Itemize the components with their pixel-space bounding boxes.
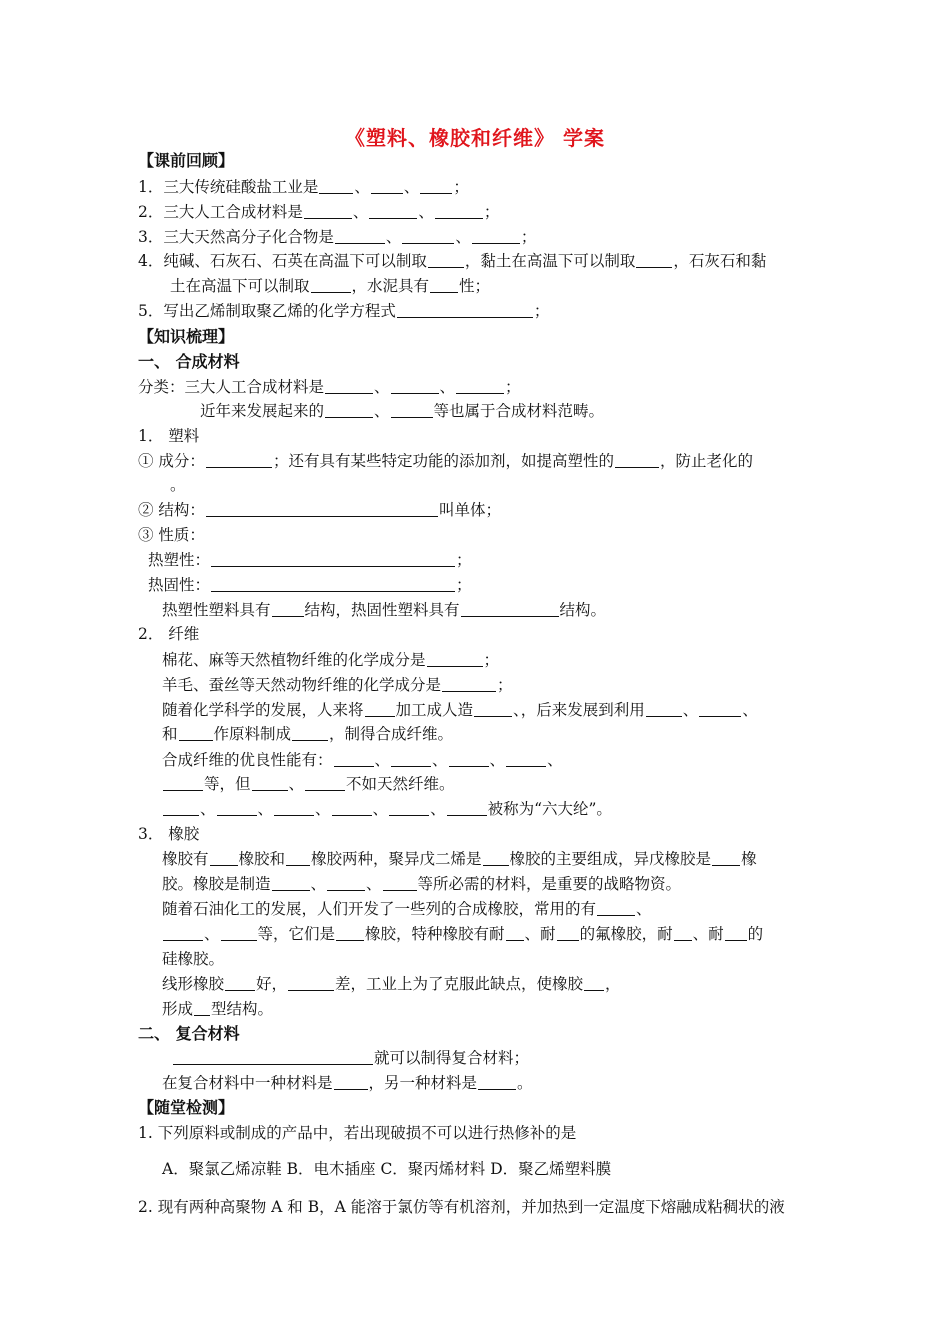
heading-fiber: 2． 纤维: [138, 625, 200, 643]
blank: [646, 701, 682, 717]
punct: 、: [257, 800, 274, 818]
fiber-f1-text: 等，但: [204, 775, 251, 793]
punct: 、: [200, 800, 216, 818]
fiber-a-text: 棉花、麻等天然植物纤维的化学成分是: [162, 651, 426, 669]
blank: [391, 378, 439, 394]
rubber-uses: [162, 874, 681, 894]
review-q4-text-d: 土在高温下可以制取: [170, 277, 310, 295]
punct: ；: [520, 228, 537, 246]
blank: [472, 228, 520, 244]
plastic-composition: [138, 451, 753, 471]
review-q3: [138, 227, 536, 247]
rubber-special: [162, 924, 763, 944]
blank: [272, 601, 304, 617]
fiber-c3-text: 、，后来发展到利用: [513, 701, 645, 719]
comp-text-c: ，防止老化的: [659, 452, 753, 470]
blank: [336, 925, 364, 941]
punct: ；: [483, 203, 500, 221]
fiber-six-lun: [162, 799, 612, 819]
composite-b1-text: 在复合材料中一种材料是: [162, 1074, 333, 1092]
rubber-types: [162, 849, 757, 869]
punct: 、: [489, 751, 506, 769]
blank: [365, 701, 395, 717]
blank: [288, 975, 334, 991]
rubber-linear: [162, 974, 621, 994]
punct: 、: [547, 751, 563, 769]
plastic-property: ③ 性质：: [138, 526, 205, 544]
rubber-synthetic: [162, 899, 652, 919]
blank: [389, 800, 429, 816]
comp-text-a: ① 成分：: [138, 452, 205, 470]
rub-g2-text: 型结构。: [211, 1000, 274, 1018]
fiber-development: [162, 700, 758, 720]
blank: [221, 925, 257, 941]
blank: [304, 203, 352, 219]
blank: [597, 900, 635, 916]
blank: [506, 925, 524, 941]
blank: [225, 975, 255, 991]
blank: [456, 378, 504, 394]
blank: [206, 501, 438, 517]
rub-b2-text: 等所必需的材料，是重要的战略物资。: [417, 875, 682, 893]
plastic-structure-compare: [162, 600, 606, 620]
blank: [478, 1074, 516, 1090]
blank: [332, 800, 372, 816]
section-check: 【随堂检测】: [138, 1098, 235, 1117]
rub-d6-text: 的: [747, 925, 764, 943]
blank: [325, 402, 373, 418]
punct: 、: [315, 800, 331, 818]
blank: [725, 925, 747, 941]
blank: [391, 751, 431, 767]
punct: ；: [533, 302, 550, 320]
blank: [435, 203, 483, 219]
rub-f2-text: 好，: [256, 975, 288, 993]
thermoset-label: 热固性：: [148, 576, 211, 594]
fiber-d3-text: ，制得合成纤维。: [329, 725, 454, 743]
fiber-b-text: 羊毛、蚕丝等天然动物纤维的化学成分是: [162, 676, 442, 694]
punct: 、: [288, 775, 305, 793]
synthetic-recent: [200, 401, 604, 421]
punct: 、: [682, 701, 699, 719]
struct-line-c: 结构。: [559, 601, 607, 619]
review-q4-text-a: 4．纯碱、石灰石、石英在高温下可以制取: [138, 252, 427, 270]
rubber-network: [162, 999, 273, 1019]
review-q4-text-e: ，水泥具有: [351, 277, 430, 295]
blank: [211, 551, 455, 567]
fiber-weakness: [162, 774, 455, 794]
heading-synthetic: 一、 合成材料: [138, 352, 240, 371]
review-q3-text: 3．三大天然高分子化合物是: [138, 228, 334, 246]
blank: [325, 378, 373, 394]
blank: [163, 800, 199, 816]
composite-a-text: 就可以制得复合材料；: [374, 1049, 530, 1067]
fiber-properties: [162, 750, 563, 770]
punct: 、: [374, 402, 390, 420]
plastic-structure: [138, 500, 501, 520]
struct-line-a: 热塑性塑料具有: [162, 601, 271, 619]
blank: [272, 875, 310, 891]
rubber-silicone: 硅橡胶。: [162, 950, 225, 968]
comp-text-b: ；还有具有某些特定功能的添加剂，如提高塑性的: [272, 452, 614, 470]
check-q1-options: A．聚氯乙烯凉鞋 B．电木插座 C．聚丙烯材料 D．聚乙烯塑料膜: [162, 1160, 612, 1178]
blank: [427, 651, 483, 667]
fiber-animal: [162, 675, 513, 695]
punct: ；: [483, 651, 500, 669]
section-knowledge: 【知识梳理】: [138, 327, 235, 346]
review-q2: [138, 202, 499, 222]
blank: [449, 751, 489, 767]
rub-a3-text: 橡胶两种，聚异戊二烯是: [311, 850, 482, 868]
struct-text-b: 叫单体；: [438, 501, 501, 519]
punct: ，: [605, 975, 621, 993]
review-q1: [138, 177, 469, 197]
rub-d1-text: 等，它们是: [257, 925, 336, 943]
blank: [674, 925, 692, 941]
punct: 、: [385, 228, 402, 246]
blank: [163, 775, 203, 791]
fiber-plant: [162, 650, 499, 670]
punct: 、: [204, 925, 220, 943]
blank: [173, 1049, 373, 1065]
watermark: [760, 1278, 910, 1318]
composite-b: [162, 1073, 533, 1093]
review-q4-text-b: ，黏土在高温下可以制取: [464, 252, 636, 270]
punct: 。: [517, 1074, 533, 1092]
classify-text: 分类：三大人工合成材料是: [138, 378, 325, 396]
blank: [636, 252, 672, 268]
blank: [334, 751, 374, 767]
heading-rubber: 3． 橡胶: [138, 825, 200, 843]
punct: ；: [456, 551, 472, 569]
check-q2: 2. 现有两种高聚物 A 和 B，A 能溶于氯仿等有机溶剂，并加热到一定温度下熔融成粘稠状的液: [138, 1198, 785, 1216]
review-q5-text: 5．写出乙烯制取聚乙烯的化学方程式: [138, 302, 396, 320]
rub-d3-text: 、耐: [524, 925, 556, 943]
blank: [319, 178, 353, 194]
blank: [402, 228, 454, 244]
blank: [483, 850, 509, 866]
blank: [194, 1000, 210, 1016]
fiber-g-text: 被称为“六大纶”。: [487, 800, 612, 818]
blank: [474, 701, 512, 717]
blank: [712, 850, 740, 866]
punct: 、: [352, 203, 369, 221]
review-q4-text-f: 性；: [459, 277, 491, 295]
blank: [442, 676, 496, 692]
blank: [584, 975, 604, 991]
blank: [292, 725, 328, 741]
blank: [391, 402, 433, 418]
fiber-d2-text: 作原料制成: [213, 725, 292, 743]
blank: [327, 875, 365, 891]
fiber-e-text: 合成纤维的优良性能有：: [162, 751, 333, 769]
thermoplastic-line: [148, 550, 472, 570]
blank: [447, 800, 487, 816]
fiber-c2-text: 加工成人造: [395, 701, 474, 719]
blank: [335, 228, 385, 244]
recent-text-a: 近年来发展起来的: [200, 402, 325, 420]
punct: 、: [372, 800, 389, 818]
rub-a5-text: 橡: [741, 850, 757, 868]
review-q4-text-c: ，石灰石和黏: [673, 252, 767, 270]
blank: [383, 875, 417, 891]
heading-composite: 二、 复合材料: [138, 1024, 240, 1043]
punct: 、: [310, 875, 327, 893]
blank: [430, 277, 458, 293]
fiber-d1-text: 和: [162, 725, 178, 743]
blank: [397, 302, 533, 318]
struct-text-a: ② 结构：: [138, 501, 205, 519]
punct: 、: [374, 751, 391, 769]
punct: 、: [430, 800, 446, 818]
punct: ；: [456, 576, 472, 594]
blank: [557, 925, 579, 941]
punct: ；: [453, 178, 469, 196]
blank: [461, 601, 559, 617]
punct: 、: [354, 178, 370, 196]
thermoplastic-label: 热塑性：: [148, 551, 211, 569]
section-review: 【课前回顾】: [138, 151, 235, 170]
blank: [305, 775, 345, 791]
review-q2-text: 2．三大人工合成材料是: [138, 203, 303, 221]
blank: [506, 751, 546, 767]
rub-g1-text: 形成: [162, 1000, 194, 1018]
punct: ；: [497, 676, 513, 694]
blank: [428, 252, 464, 268]
blank: [286, 850, 310, 866]
blank: [420, 178, 452, 194]
punct: 、: [636, 900, 652, 918]
rub-a4-text: 橡胶的主要组成，异戊橡胶是: [509, 850, 712, 868]
blank: [252, 775, 288, 791]
punct: 、: [742, 701, 758, 719]
rub-f3-text: 差，工业上为了克服此缺点，使橡胶: [335, 975, 584, 993]
composite-a: [172, 1048, 529, 1068]
composite-b2-text: ，另一种材料是: [368, 1074, 478, 1092]
check-q1: 1. 下列原料或制成的产品中，若出现破损不可以进行热修补的是: [138, 1124, 577, 1142]
blank: [217, 800, 257, 816]
blank: [615, 452, 659, 468]
punct: 、: [432, 751, 448, 769]
thermoset-line: [148, 575, 472, 595]
review-q4-line1: [138, 251, 766, 271]
review-q5: [138, 301, 549, 321]
rub-f1-text: 线形橡胶: [162, 975, 225, 993]
fiber-f2-text: 不如天然纤维。: [346, 775, 455, 793]
punct: ；: [505, 378, 521, 396]
blank: [163, 925, 203, 941]
blank: [179, 725, 213, 741]
heading-plastic: 1． 塑料: [138, 427, 200, 445]
rub-d4-text: 的氟橡胶，耐: [579, 925, 673, 943]
synthetic-classify: [138, 377, 521, 397]
document-title: 《塑料、橡胶和纤维》 学案: [345, 126, 605, 150]
blank: [274, 800, 314, 816]
fiber-materials: [162, 724, 453, 744]
blank: [311, 277, 351, 293]
punct: 、: [439, 378, 456, 396]
blank: [210, 850, 238, 866]
rub-c1-text: 随着石油化工的发展，人们开发了一些列的合成橡胶，常用的有: [162, 900, 597, 918]
punct: 、: [366, 875, 382, 893]
rub-d5-text: 、耐: [692, 925, 724, 943]
blank: [211, 576, 455, 592]
blank: [371, 178, 403, 194]
rub-d2-text: 橡胶，特种橡胶有耐: [365, 925, 505, 943]
rub-b1-text: 胶。橡胶是制造: [162, 875, 271, 893]
blank: [206, 452, 272, 468]
review-q1-text: 1．三大传统硅酸盐工业是: [138, 178, 319, 196]
punct: 、: [403, 178, 420, 196]
blank: [699, 701, 741, 717]
rub-a1-text: 橡胶有: [162, 850, 209, 868]
blank: [334, 1074, 368, 1090]
plastic-composition-cont: 。: [170, 476, 186, 494]
fiber-c1-text: 随着化学科学的发展，人来将: [162, 701, 364, 719]
rub-a2-text: 橡胶和: [238, 850, 286, 868]
recent-text-b: 等也属于合成材料范畴。: [433, 402, 605, 420]
punct: 、: [374, 378, 390, 396]
review-q4-line2: [170, 276, 490, 296]
punct: 、: [455, 228, 471, 246]
struct-line-b: 结构，热固性塑料具有: [304, 601, 460, 619]
punct: 、: [418, 203, 434, 221]
blank: [369, 203, 417, 219]
